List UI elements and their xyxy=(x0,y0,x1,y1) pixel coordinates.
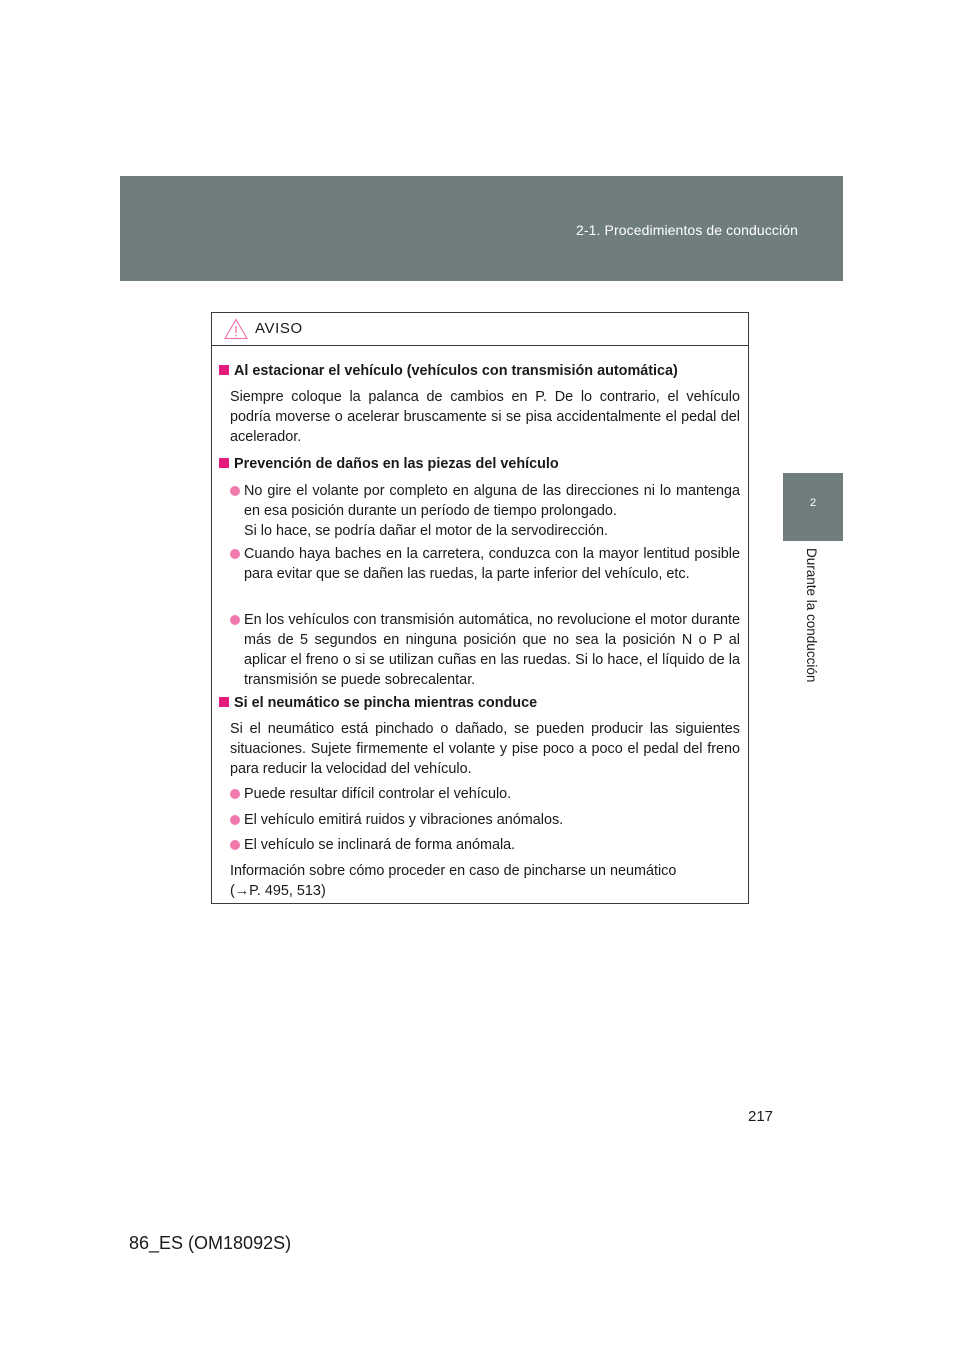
section-heading: Al estacionar el vehículo (vehículos con transmisión automática) xyxy=(219,363,678,379)
square-bullet-icon xyxy=(219,365,229,375)
page-number: 217 xyxy=(748,1108,774,1125)
footer-code: 86_ES (OM18092S) xyxy=(129,1233,292,1253)
list-item: No gire el volante por completo en alguna de las direcciones ni lo mantenga en esa posición durante un período de tiempo prolongado. Si lo hace, se podría dañar el motor de la servodirección. xyxy=(230,481,740,541)
list-item: El vehículo emitirá ruidos y vibraciones anómalos. xyxy=(230,810,740,830)
square-bullet-icon xyxy=(219,697,229,707)
section-heading: Si el neumático se pincha mientras conduce xyxy=(219,695,537,711)
section-paragraph: Siempre coloque la palanca de cambios en P. De lo contrario, el vehículo podría moverse o acelerar bruscamente si se pisa accidentalmente el pedal del acelerador. xyxy=(230,389,740,445)
section-title: 2-1. Procedimientos de conducción xyxy=(576,222,798,238)
chapter-label: Durante la conducción xyxy=(804,548,819,683)
section-paragraph: Si el neumático está pinchado o dañado, se pueden producir las siguientes situaciones. Sujete firmemente el volante y pise poco a poco el pedal del freno para reducir la velocidad del vehículo. xyxy=(230,721,740,777)
list-item: En los vehículos con transmisión automática, no revolucione el motor durante más de 5 segundos en ninguna posición que no sea la posición N o P al aplicar el freno o si se utilizan cuñas en las ruedas. Si lo hace, el líquido de la transmisión se puede sobrecalentar. xyxy=(230,610,740,690)
warning-title: AVISO xyxy=(255,320,303,337)
list-item: Cuando haya baches en la carretera, conduzca con la mayor lentitud posible para evitar que se dañen las ruedas, la parte inferior del vehículo, etc. xyxy=(230,544,740,584)
chapter-tab xyxy=(783,473,843,541)
list-item: El vehículo se inclinará de forma anómala. xyxy=(230,835,740,855)
round-bullet-icon xyxy=(230,486,240,496)
round-bullet-icon xyxy=(230,549,240,559)
warning-box xyxy=(211,312,749,904)
section-heading: Prevención de daños en las piezas del vehículo xyxy=(219,456,559,472)
square-bullet-icon xyxy=(219,458,229,468)
header-band xyxy=(120,176,843,281)
warning-header xyxy=(212,313,748,346)
warning-triangle-icon xyxy=(224,318,248,340)
round-bullet-icon xyxy=(230,789,240,799)
chapter-number: 2 xyxy=(809,497,817,509)
reference-note: Información sobre cómo proceder en caso de pincharse un neumático (→P. 495, 513) xyxy=(230,863,677,899)
list-item: Puede resultar difícil controlar el vehículo. xyxy=(230,784,740,804)
round-bullet-icon xyxy=(230,815,240,825)
round-bullet-icon xyxy=(230,615,240,625)
round-bullet-icon xyxy=(230,840,240,850)
